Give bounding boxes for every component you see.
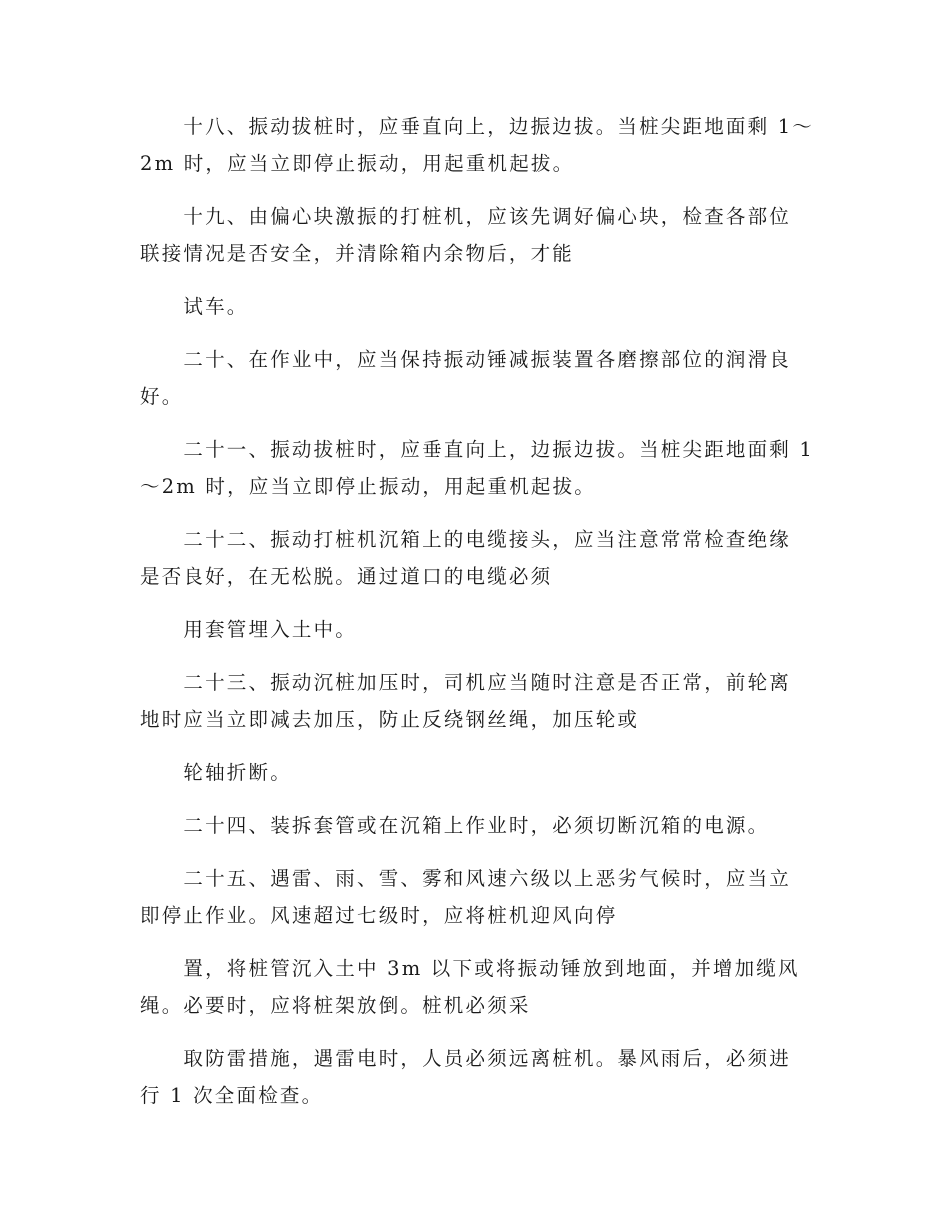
- paragraph-25-continued: [140, 950, 812, 1024]
- text-line: 是否良好，在无松脱。通过道口的电缆必须: [140, 565, 553, 588]
- text-line: 用套管埋入土中。: [140, 618, 358, 641]
- text-line: 轮轴折断。: [140, 761, 292, 784]
- text-line: 2m 时，应当立即停止振动，用起重机起拔。: [140, 152, 575, 175]
- paragraph-23: [140, 664, 812, 738]
- text-line: 二十二、振动打桩机沉箱上的电缆接头，应当注意常常检查绝缘: [140, 528, 792, 551]
- paragraph-20: [140, 341, 812, 415]
- text-line: 取防雷措施，遇雷电时，人员必须远离桩机。暴风雨后，必须进: [140, 1047, 792, 1070]
- paragraph-25: [140, 860, 812, 934]
- text-line: 二十五、遇雷、雨、雪、雾和风速六级以上恶劣气候时，应当立: [140, 867, 792, 890]
- text-line: 二十一、振动拔桩时，应垂直向上，边振边拔。当桩尖距地面剩 1: [140, 438, 815, 461]
- text-line: 绳。必要时，应将桩架放倒。桩机必须采: [140, 994, 531, 1017]
- text-line: 行 1 次全面检查。: [140, 1084, 324, 1107]
- paragraph-19-continued: [140, 288, 812, 325]
- text-line: 十八、振动拔桩时，应垂直向上，边振边拔。当桩尖距地面剩 1～: [140, 115, 815, 138]
- paragraph-21: [140, 431, 815, 505]
- text-line: 即停止作业。风速超过七级时，应将桩机迎风向停: [140, 904, 618, 927]
- paragraph-18: [140, 108, 815, 182]
- paragraph-19: [140, 198, 812, 272]
- text-line: 置，将桩管沉入土中 3m 以下或将振动锤放到地面，并增加缆风: [140, 957, 800, 980]
- paragraph-22-continued: [140, 611, 812, 648]
- text-line: 地时应当立即减去加压，防止反绕钢丝绳，加压轮或: [140, 708, 640, 731]
- text-line: 联接情况是否安全，并清除箱内余物后，才能: [140, 242, 575, 265]
- text-line: 二十四、装拆套管或在沉箱上作业时，必须切断沉箱的电源。: [140, 814, 770, 837]
- text-line: 二十三、振动沉桩加压时，司机应当随时注意是否正常，前轮离: [140, 671, 792, 694]
- text-line: 十九、由偏心块激振的打桩机，应该先调好偏心块，检查各部位: [140, 205, 792, 228]
- text-line: 好。: [140, 385, 184, 408]
- paragraph-25-final: [140, 1040, 812, 1114]
- text-line: 试车。: [140, 295, 249, 318]
- text-line: 二十、在作业中，应当保持振动锤减振装置各磨擦部位的润滑良: [140, 348, 792, 371]
- text-line: ～2m 时，应当立即停止振动，用起重机起拔。: [140, 475, 596, 498]
- paragraph-23-continued: [140, 754, 812, 791]
- paragraph-22: [140, 521, 812, 595]
- paragraph-24: [140, 807, 812, 844]
